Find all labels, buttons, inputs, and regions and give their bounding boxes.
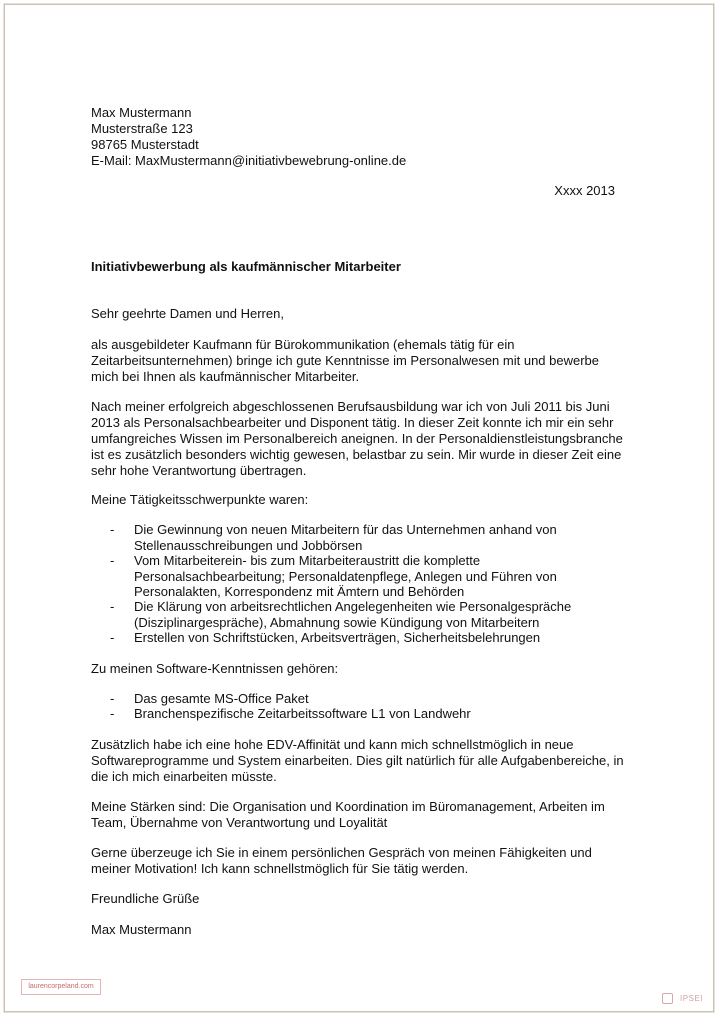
- closing-line: meiner Motivation! Ich kann schnellstmöglich für Sie tätig werden.: [91, 861, 469, 876]
- paragraph-line: als ausgebildeter Kaufmann für Bürokommunikation (ehemals tätig für ein: [91, 337, 515, 352]
- bullet-dash: -: [110, 630, 115, 645]
- software-item-text: Das gesamte MS-Office Paket: [134, 691, 309, 706]
- paragraph-line: umfangreiches Wissen im Personalbereich aneignen. In der Personaldienstleistungsbranche: [91, 431, 623, 446]
- paragraph-line: sehr hohe Verantwortung übertragen.: [91, 463, 307, 478]
- closing-line: Meine Stärken sind: Die Organisation und Koordination im Büromanagement, Arbeiten im: [91, 799, 605, 814]
- bullet-dash: -: [110, 706, 115, 721]
- paragraph-line: ist es zusätzlich besonders wichtig gewesen, belastbar zu sein. Mir wurde in dieser Zeit eine: [91, 447, 622, 462]
- closing-line: Zusätzlich habe ich eine hohe EDV-Affinität und kann mich schnellstmöglich in neue: [91, 737, 574, 752]
- letter-salutation: Sehr geehrte Damen und Herren,: [91, 306, 284, 321]
- software-item-text: Branchenspezifische Zeitarbeitssoftware L1 von Landwehr: [134, 706, 471, 721]
- brand-icon: [662, 993, 673, 1004]
- letter-date: Xxxx 2013: [554, 183, 615, 198]
- sender-city: 98765 Musterstadt: [91, 137, 199, 152]
- software-intro: Zu meinen Software-Kenntnissen gehören:: [91, 661, 339, 676]
- paragraph-line: Zeitarbeitsunternehmen) bringe ich gute Kenntnisse im Personalwesen mit und bewerbe: [91, 353, 600, 368]
- closing-line: Gerne überzeuge ich Sie in einem persönlichen Gespräch von meinen Fähigkeiten und: [91, 845, 592, 860]
- paragraph-line: mich bei Ihnen als kaufmännischer Mitarbeiter.: [91, 369, 360, 384]
- focus-item-text: Vom Mitarbeiterein- bis zum Mitarbeiteraustritt die komplette Personalsachbearbeitung; Personaldatenpflege, Anlegen und Führen von Personalakten, Korrespondenz mit Ämtern und Behörden: [134, 553, 557, 599]
- bullet-dash: -: [110, 553, 115, 568]
- closing-greeting: Freundliche Grüße: [91, 891, 200, 906]
- brand-label: IPSEI: [680, 994, 703, 1003]
- bullet-dash: -: [110, 691, 115, 706]
- sender-street: Musterstraße 123: [91, 121, 193, 136]
- closing-line: Softwareprogramme und System einarbeiten. Dies gilt natürlich für alle Aufgabenbereiche, in: [91, 753, 624, 768]
- signature-name: Max Mustermann: [91, 922, 192, 937]
- focus-item-text: Die Gewinnung von neuen Mitarbeitern für das Unternehmen anhand von Stellenausschreibungen und Jobbörsen: [134, 522, 557, 553]
- sender-email: E-Mail: MaxMustermann@initiativbewebrung-online.de: [91, 153, 407, 168]
- paragraph-line: Nach meiner erfolgreich abgeschlossenen Berufsausbildung war ich von Juli 2011 bis Juni: [91, 399, 610, 414]
- letter-subject: Initiativbewerbung als kaufmännischer Mitarbeiter: [91, 259, 401, 274]
- document-page: [4, 4, 714, 1012]
- closing-line: die ich mich einarbeiten müsste.: [91, 769, 277, 784]
- bullet-dash: -: [110, 522, 115, 537]
- paragraph-line: 2013 als Personalsachbearbeiter und Disponent tätig. In dieser Zeit konnte ich mir ein sehr: [91, 415, 614, 430]
- watermark-label: laurencorpeland.com: [21, 979, 101, 995]
- sender-name: Max Mustermann: [91, 105, 192, 120]
- bullet-dash: -: [110, 599, 115, 614]
- closing-line: Team, Übernahme von Verantwortung und Loyalität: [91, 815, 388, 830]
- focus-intro: Meine Tätigkeitsschwerpunkte waren:: [91, 492, 309, 507]
- focus-item-text: Die Klärung von arbeitsrechtlichen Angelegenheiten wie Personalgespräche (Disziplinargespräche), Abmahnung sowie Kündigung von Mitarbeitern: [134, 599, 572, 630]
- focus-item-text: Erstellen von Schriftstücken, Arbeitsverträgen, Sicherheitsbelehrungen: [134, 630, 541, 645]
